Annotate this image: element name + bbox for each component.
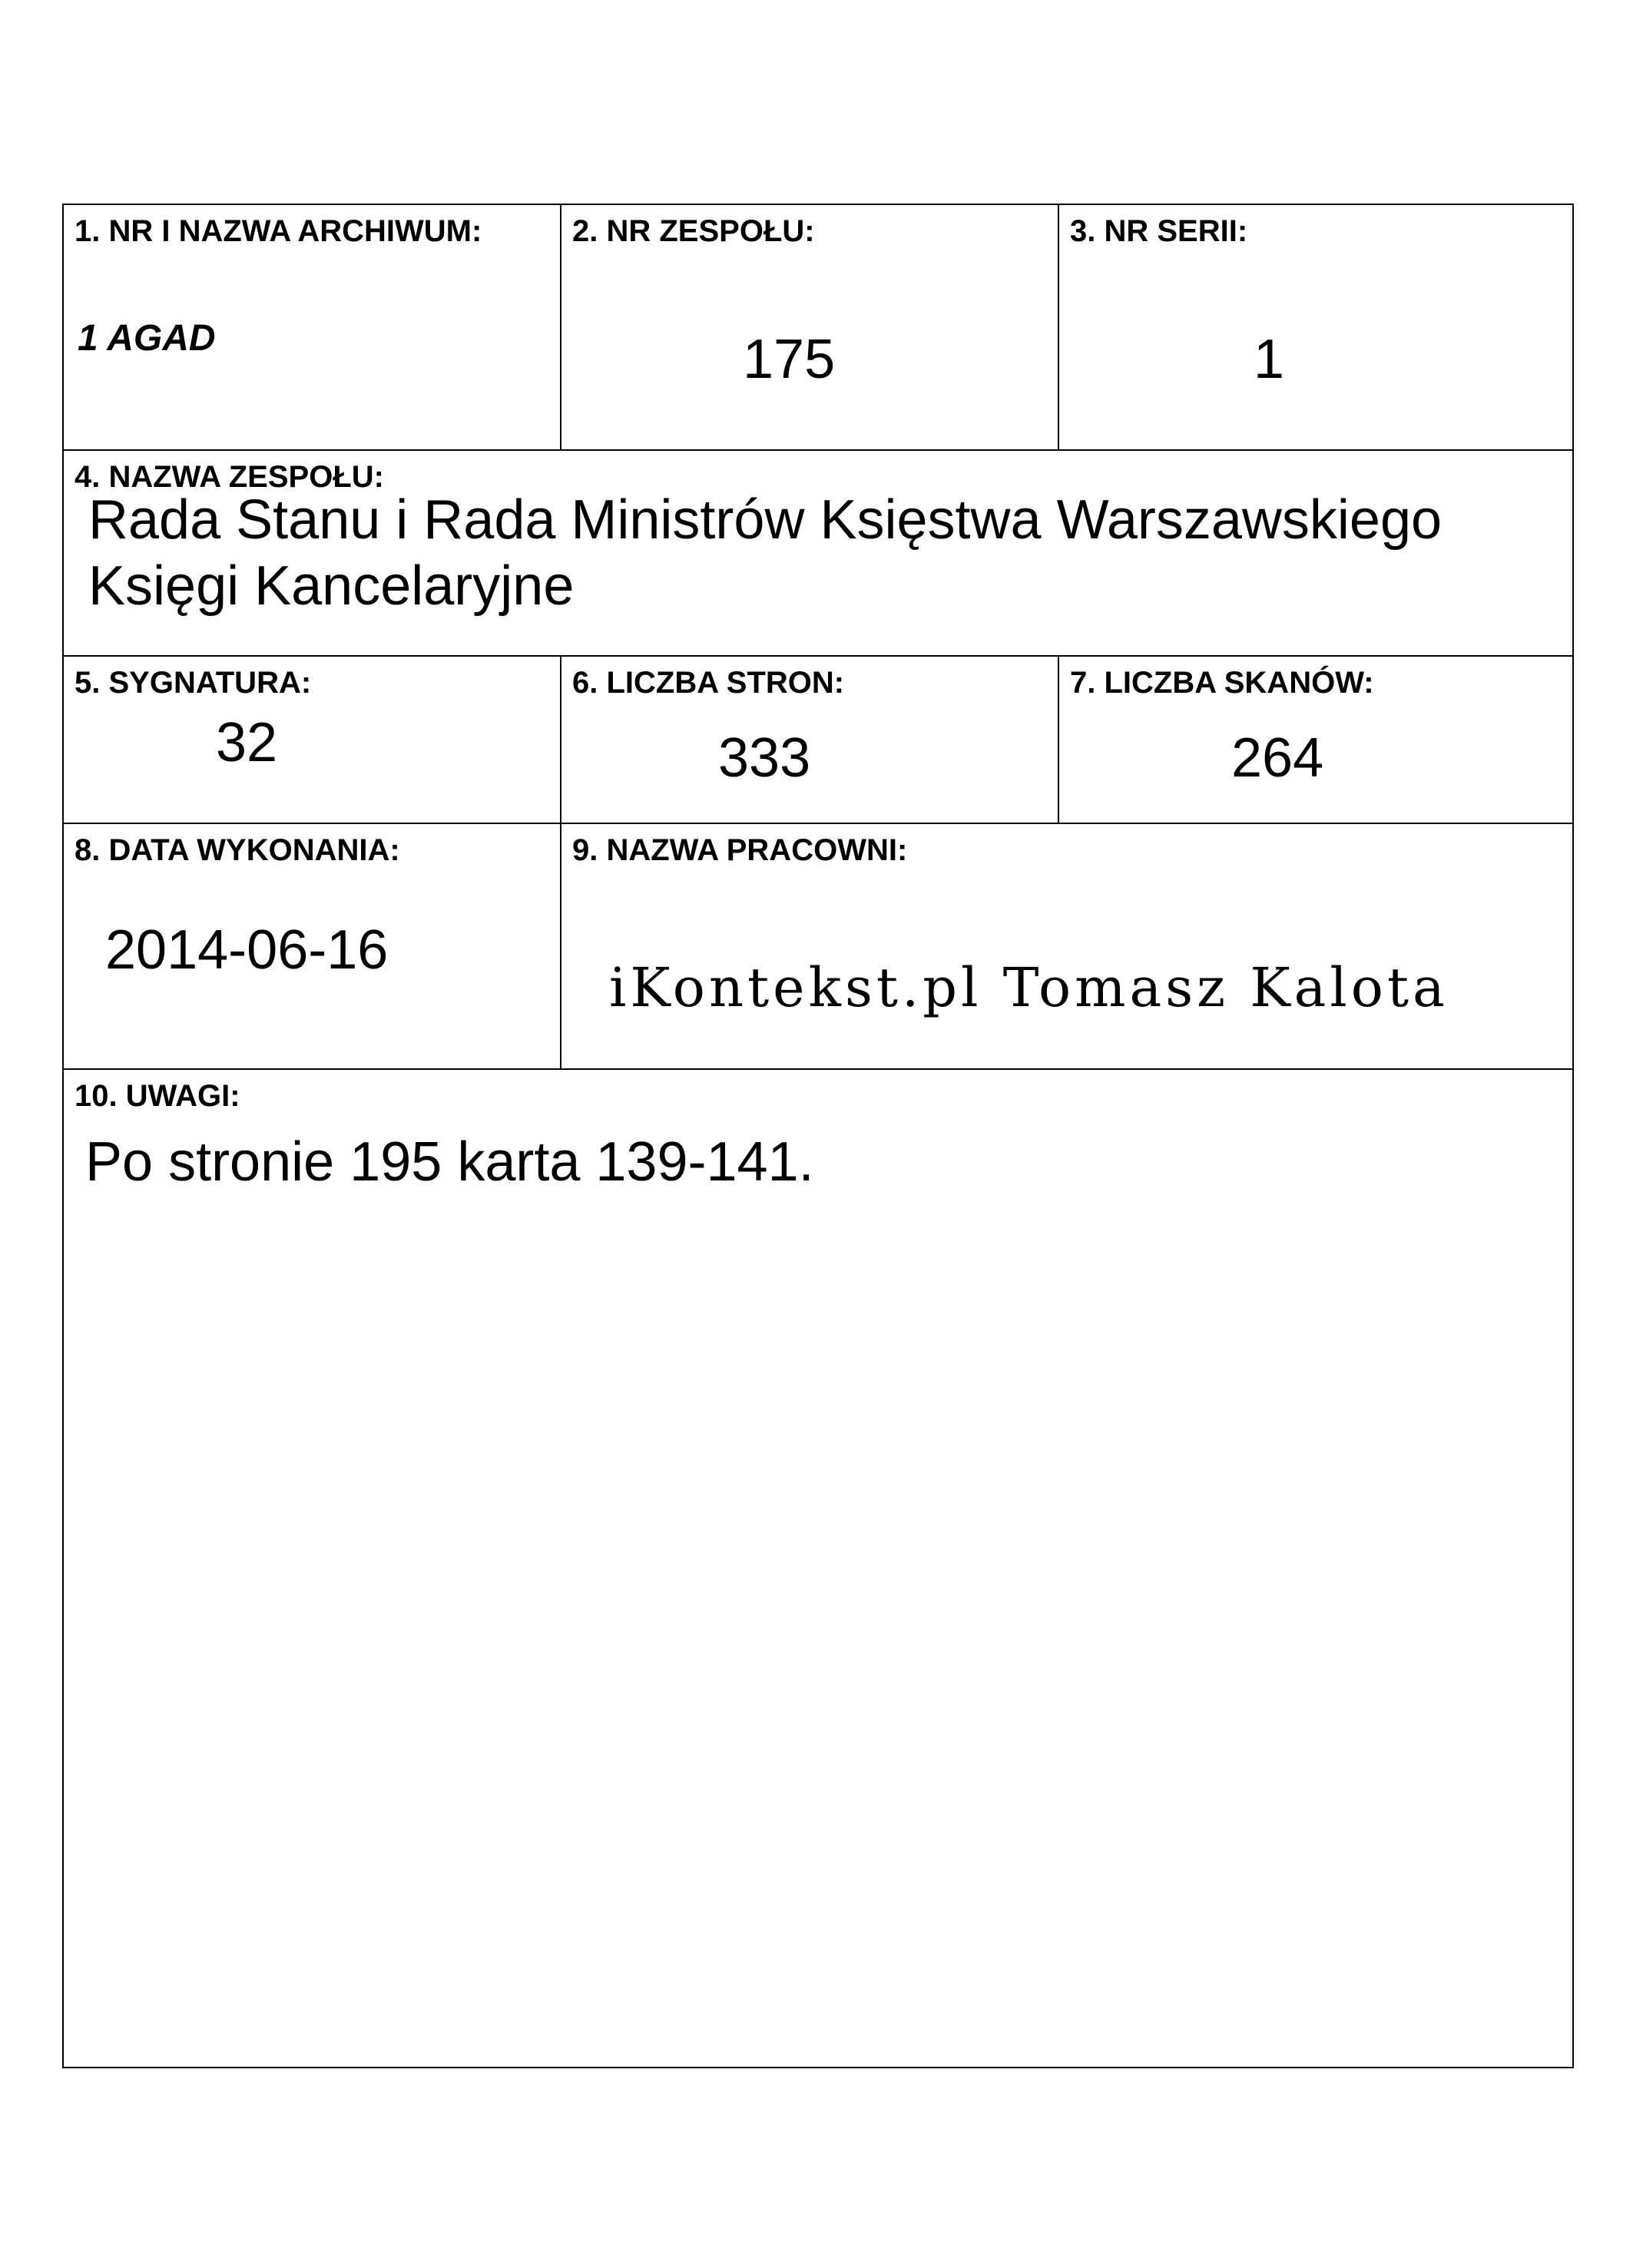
fonds-number-value: 175 xyxy=(743,329,836,390)
fonds-name-line1: Rada Stanu i Rada Ministrów Księstwa Warszawskiego xyxy=(88,489,1443,551)
date-label: 8. DATA WYKONANIA: xyxy=(75,833,400,867)
page-count-label: 6. LICZBA STRON: xyxy=(572,666,845,700)
fonds-name-cell xyxy=(64,449,1572,655)
archive-value: 1 AGAD xyxy=(78,318,216,359)
archive-cell xyxy=(64,205,560,449)
scan-count-label: 7. LICZBA SKANÓW: xyxy=(1070,666,1374,700)
fonds-name-line2: Księgi Kancelaryjne xyxy=(88,555,575,617)
notes-value: Po stronie 195 karta 139-141. xyxy=(85,1131,814,1193)
signature-label: 5. SYGNATURA: xyxy=(75,666,312,700)
archive-form xyxy=(62,204,1574,2068)
series-number-label: 3. NR SERII: xyxy=(1070,214,1248,248)
series-number-value: 1 xyxy=(1254,329,1285,390)
signature-value: 32 xyxy=(216,712,278,773)
notes-label: 10. UWAGI: xyxy=(75,1079,240,1113)
notes-cell xyxy=(64,1068,1572,2067)
workshop-value: iKontekst.pl Tomasz Kalota xyxy=(609,956,1449,1019)
signature-cell xyxy=(64,655,560,823)
scan-count-cell xyxy=(1058,655,1572,823)
fonds-number-label: 2. NR ZESPOŁU: xyxy=(572,214,815,248)
archive-label: 1. NR I NAZWA ARCHIWUM: xyxy=(75,214,482,248)
scan-count-value: 264 xyxy=(1231,727,1324,789)
workshop-cell xyxy=(560,823,1572,1068)
fonds-number-cell xyxy=(560,205,1058,449)
series-number-cell xyxy=(1058,205,1572,449)
date-value: 2014-06-16 xyxy=(105,919,389,981)
fonds-name-label: 4. NAZWA ZESPOŁU: xyxy=(75,460,384,494)
page-count-value: 333 xyxy=(718,727,811,789)
page-count-cell xyxy=(560,655,1058,823)
date-cell xyxy=(64,823,560,1068)
workshop-label: 9. NAZWA PRACOWNI: xyxy=(572,833,908,867)
